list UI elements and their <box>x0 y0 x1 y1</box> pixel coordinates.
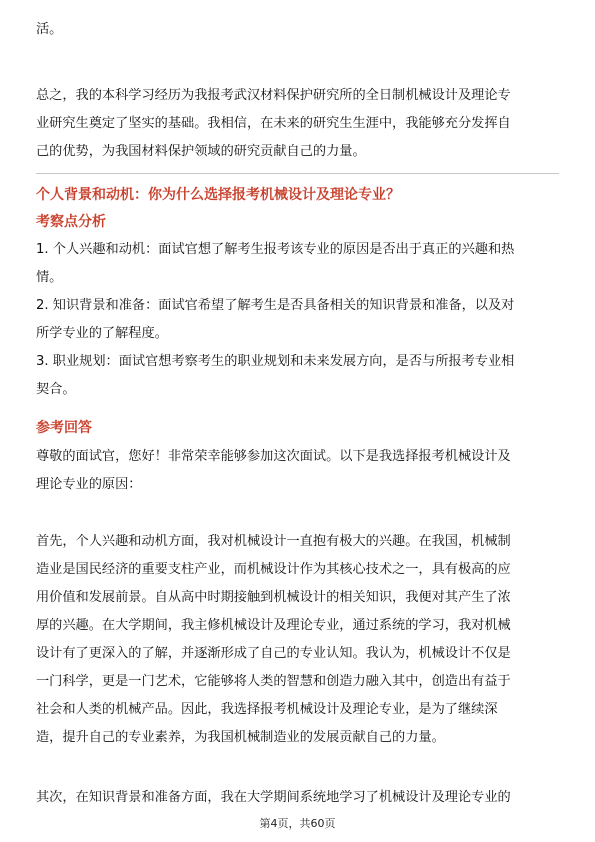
text-line: 业研究生奠定了坚实的基础。我相信，在未来的研究生生涯中，我能够充分发挥自 <box>36 116 511 131</box>
answer-heading: 参考回答 <box>36 420 92 436</box>
text-line: 3. 职业规划：面试官想考察考生的职业规划和未来发展方向，是否与所报考专业相 <box>36 354 515 369</box>
analysis-heading: 考察点分析 <box>36 214 106 230</box>
text-line: 设计有了更深入的了解，并逐渐形成了自己的专业认知。我认为，机械设计不仅是 <box>36 646 511 661</box>
section-title: 个人背景和动机：你为什么选择报考机械设计及理论专业？ <box>36 187 400 203</box>
text-line: 用价值和发展前景。自从高中时期接触到机械设计的相关知识，我便对其产生了浓 <box>36 590 511 605</box>
text-line: 活。 <box>36 22 63 37</box>
text-line: 造业是国民经济的重要支柱产业，而机械设计作为其核心技术之一，具有极高的应 <box>36 562 511 577</box>
text-line: 己的优势，为我国材料保护领域的研究贡献自己的力量。 <box>36 144 366 159</box>
text-line: 理论专业的原因： <box>36 477 142 492</box>
text-line: 所学专业的了解程度。 <box>36 326 168 341</box>
text-line: 2. 知识背景和准备：面试官希望了解考生是否具备相关的知识背景和准备，以及对 <box>36 298 515 313</box>
text-line: 造，提升自己的专业素养，为我国机械制造业的发展贡献自己的力量。 <box>36 730 445 745</box>
text-line: 首先，个人兴趣和动机方面，我对机械设计一直抱有极大的兴趣。在我国，机械制 <box>36 534 511 549</box>
text-line: 1. 个人兴趣和动机：面试官想了解考生报考该专业的原因是否出于真正的兴趣和热 <box>36 242 515 257</box>
text-line: 其次，在知识背景和准备方面，我在大学期间系统地学习了机械设计及理论专业的 <box>36 790 511 805</box>
text-line: 契合。 <box>36 382 76 397</box>
section-divider <box>36 173 559 174</box>
text-line: 尊敬的面试官，您好！非常荣幸能够参加这次面试。以下是我选择报考机械设计及 <box>36 449 511 464</box>
text-line: 情。 <box>36 270 63 285</box>
text-line: 一门科学，更是一门艺术，它能够将人类的智慧和创造力融入其中，创造出有益于 <box>36 674 511 689</box>
text-line: 社会和人类的机械产品。因此，我选择报考机械设计及理论专业，是为了继续深 <box>36 702 498 717</box>
text-line: 厚的兴趣。在大学期间，我主修机械设计及理论专业，通过系统的学习，我对机械 <box>36 618 511 633</box>
text-line: 总之，我的本科学习经历为我报考武汉材料保护研究所的全日制机械设计及理论专 <box>36 88 511 103</box>
page-footer: 第4页，共60页 <box>259 817 336 830</box>
